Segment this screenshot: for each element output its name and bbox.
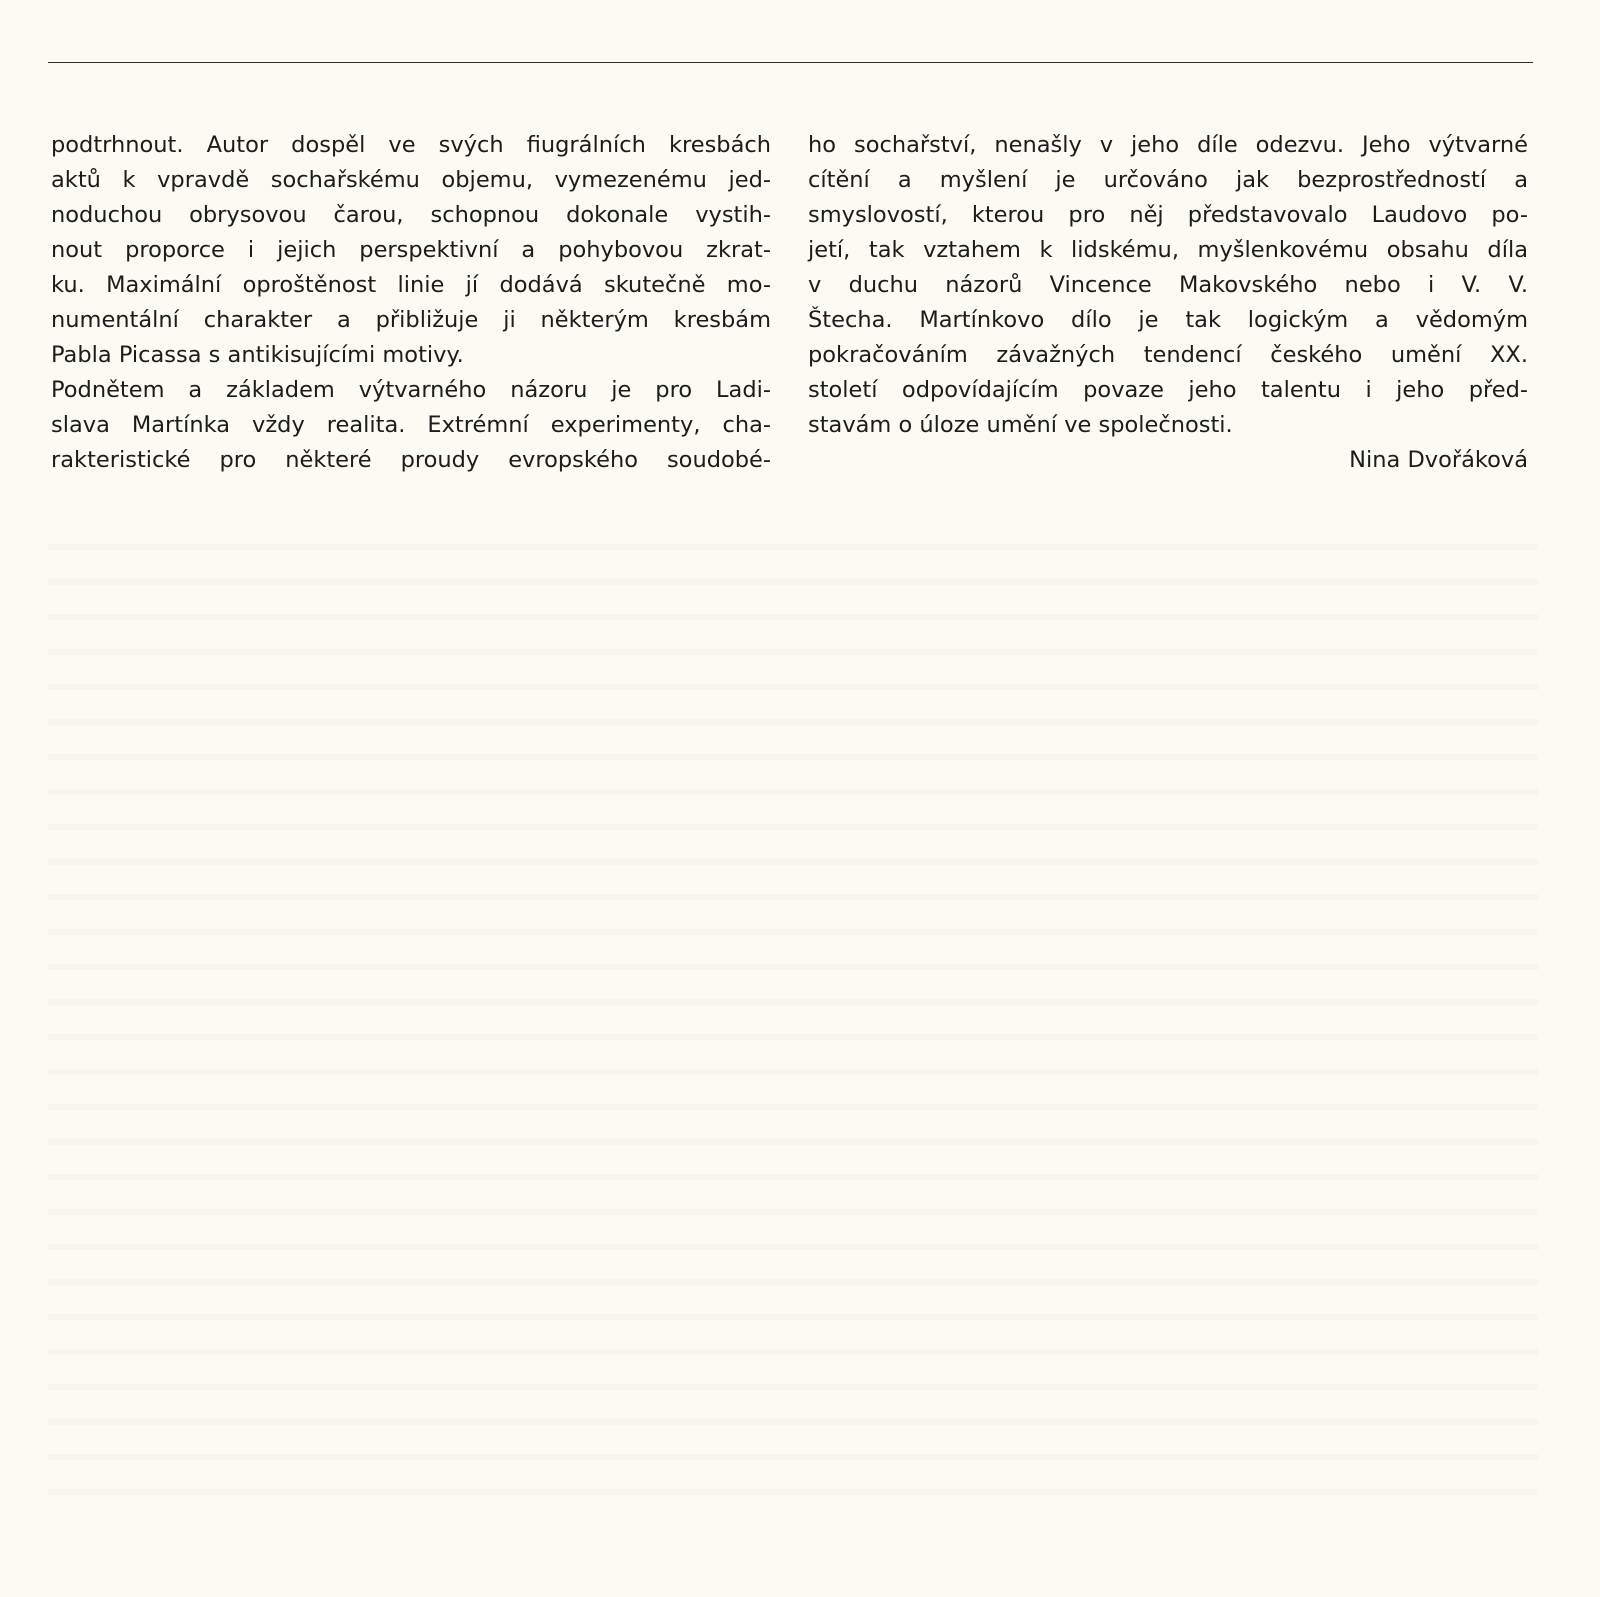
text-line: v duchu názorů Vincence Makovského nebo i V. V. <box>808 272 1528 298</box>
right-column <box>808 128 1528 478</box>
text-line: numentální charakter a přibližuje ji některým kresbám <box>51 307 771 333</box>
text-line: jetí, tak vztahem k lidskému, myšlenkovému obsahu díla <box>808 237 1528 263</box>
text-line: podtrhnout. Autor dospěl ve svých fiugrálních kresbách <box>51 132 771 158</box>
text-line: aktů k vpravdě sochařskému objemu, vymezenému jed- <box>51 167 771 193</box>
text-line: slava Martínka vždy realita. Extrémní experimenty, cha- <box>51 412 771 438</box>
text-line: pokračováním závažných tendencí českého umění XX. <box>808 342 1528 368</box>
text-line: nout proporce i jejich perspektivní a pohybovou zkrat- <box>51 237 771 263</box>
text-line: ho sochařství, nenašly v jeho díle odezvu. Jeho výtvarné <box>808 132 1528 158</box>
text-line: smyslovostí, kterou pro něj představovalo Laudovo po- <box>808 202 1528 228</box>
top-rule <box>48 62 1533 63</box>
text-line: noduchou obrysovou čarou, schopnou dokonale vystih- <box>51 202 771 228</box>
text-line: století odpovídajícím povaze jeho talentu i jeho před- <box>808 377 1528 403</box>
page-show-through <box>48 520 1538 1520</box>
text-line: ku. Maximální oproštěnost linie jí dodává skutečně mo- <box>51 272 771 298</box>
text-line: cítění a myšlení je určováno jak bezprostředností a <box>808 167 1528 193</box>
text-line: Štecha. Martínkovo dílo je tak logickým a vědomým <box>808 307 1528 333</box>
text-line: Pabla Picassa s antikisujícími motivy. <box>51 342 464 368</box>
text-line: Podnětem a základem výtvarného názoru je pro Ladi- <box>51 377 771 403</box>
text-line: rakteristické pro některé proudy evropského soudobé- <box>51 447 771 473</box>
text-line: stavám o úloze umění ve společnosti. <box>808 412 1233 438</box>
left-column <box>51 128 771 478</box>
author-signature: Nina Dvořáková <box>1349 447 1528 473</box>
